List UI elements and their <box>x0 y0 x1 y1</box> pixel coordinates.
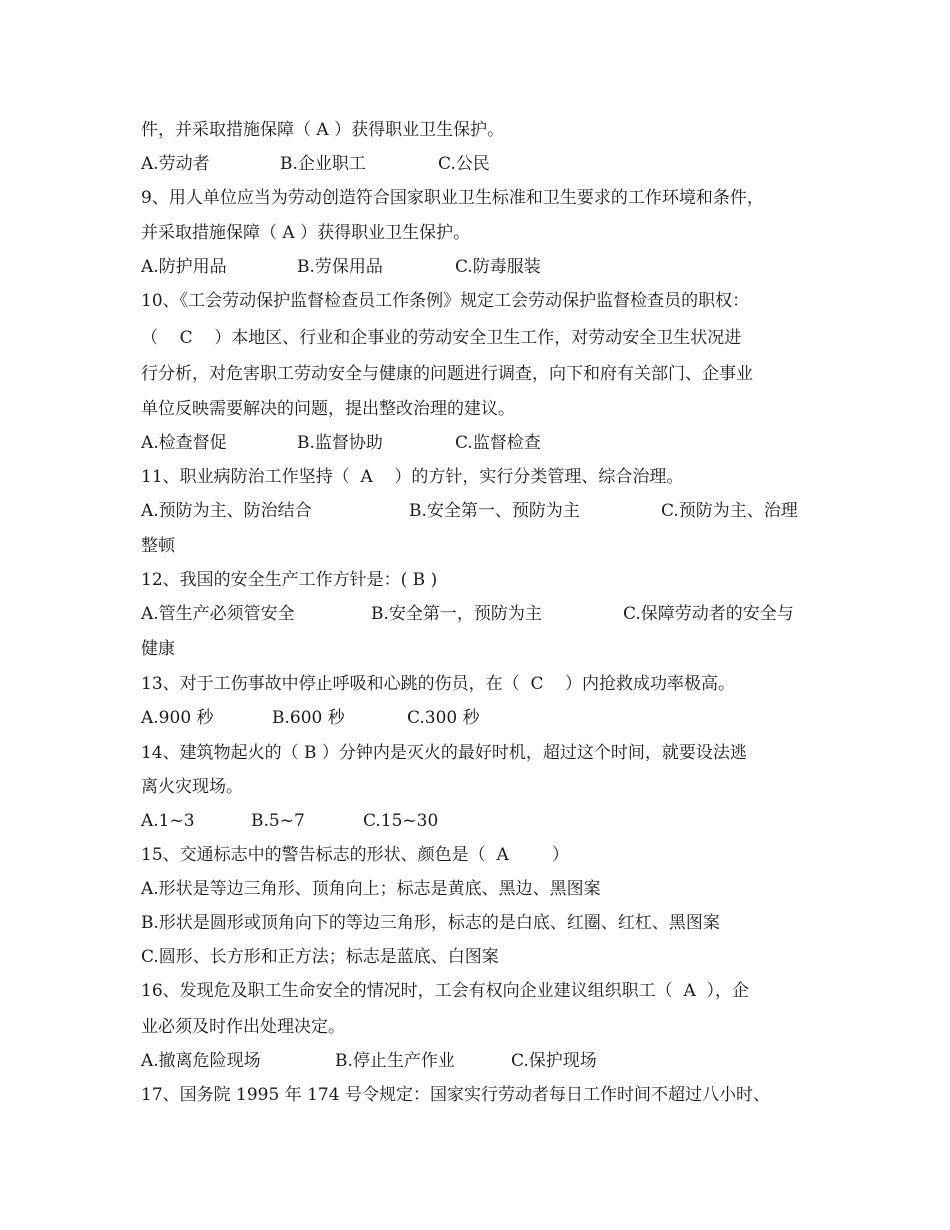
question-10-cont: （ C ）本地区、行业和企事业的劳动安全卫生工作，对劳动安全卫生状况进 <box>141 328 742 348</box>
question-12: 12、我国的安全生产工作方针是：( B ) <box>141 570 438 590</box>
question-9-cont: 并采取措施保障（ A ）获得职业卫生保护。 <box>141 223 471 243</box>
option-a: A.防护用品 <box>141 257 227 277</box>
option-b: B.企业职工 <box>280 154 366 174</box>
question-11-options <box>141 496 821 526</box>
option-a: A.管生产必须管安全 <box>141 604 295 624</box>
question-9: 9、用人单位应当为劳动创造符合国家职业卫生标准和卫生要求的工作环境和条件， <box>141 188 764 208</box>
option-a: A.900 秒 <box>141 708 214 728</box>
question-17: 17、国务院 1995 年 174 号令规定：国家实行劳动者每日工作时间不超过八小时、 <box>141 1085 770 1105</box>
question-10-cont: 行分析，对危害职工劳动安全与健康的问题进行调查，向下和府有关部门、企事业 <box>141 364 753 384</box>
question-8-options <box>141 149 821 179</box>
option-a: A.检查督促 <box>141 433 227 453</box>
option-b: B.劳保用品 <box>297 257 383 277</box>
question-8-tail: 件，并采取措施保障（ A ）获得职业卫生保护。 <box>141 120 505 140</box>
option-c: C.监督检查 <box>455 433 541 453</box>
option-b: B.监督协助 <box>297 433 383 453</box>
option-c: C.防毒服装 <box>455 257 541 277</box>
question-14: 14、建筑物起火的（ B ）分钟内是灭火的最好时机，超过这个时间，就要设法逃 <box>141 743 747 763</box>
option-c: C.预防为主、治理 <box>661 501 798 521</box>
option-c: C.300 秒 <box>407 708 480 728</box>
option-a: A.劳动者 <box>141 154 210 174</box>
option-b: B.5~7 <box>251 811 305 831</box>
question-16-cont: 业必须及时作出处理决定。 <box>141 1017 345 1037</box>
question-13-options <box>141 703 821 733</box>
question-13: 13、对于工伤事故中停止呼吸和心跳的伤员，在（ C ）内抢救成功率极高。 <box>141 674 736 694</box>
option-a: A.撤离危险现场 <box>141 1051 261 1071</box>
option-c: C.保护现场 <box>511 1051 597 1071</box>
option-b: B.安全第一、预防为主 <box>409 501 580 521</box>
option-b: B.停止生产作业 <box>335 1051 455 1071</box>
question-10: 10、《工会劳动保护监督检查员工作条例》规定工会劳动保护监督检查员的职权： <box>141 291 750 311</box>
question-15-option-a: A.形状是等边三角形、顶角向上；标志是黄底、黑边、黑图案 <box>141 879 601 899</box>
question-14-options <box>141 806 821 836</box>
question-14-cont: 离火灾现场。 <box>141 777 243 797</box>
question-16: 16、发现危及职工生命安全的情况时，工会有权向企业建议组织职工（ A ），企 <box>141 981 750 1001</box>
question-12-options-cont: 健康 <box>141 639 175 659</box>
option-b: B.600 秒 <box>272 708 345 728</box>
question-11-options-cont: 整顿 <box>141 536 175 556</box>
question-15-option-b: B.形状是圆形或顶角向下的等边三角形，标志的是白底、红圈、红杠、黑图案 <box>141 913 720 933</box>
question-15-option-c: C.圆形、长方形和正方法；标志是蓝底、白图案 <box>141 947 499 967</box>
question-15: 15、交通标志中的警告标志的形状、颜色是（ A ） <box>141 845 569 865</box>
question-10-cont: 单位反映需要解决的问题，提出整改治理的建议。 <box>141 399 515 419</box>
question-16-options <box>141 1046 821 1076</box>
option-c: C.15~30 <box>363 811 439 831</box>
question-9-options <box>141 252 821 282</box>
question-10-options <box>141 428 821 458</box>
option-c: C.公民 <box>438 154 490 174</box>
question-11: 11、职业病防治工作坚持（ A ）的方针，实行分类管理、综合治理。 <box>141 467 684 487</box>
option-b: B.安全第一，预防为主 <box>371 604 542 624</box>
question-12-options <box>141 599 821 629</box>
option-a: A.1~3 <box>141 811 195 831</box>
option-a: A.预防为主、防治结合 <box>141 501 312 521</box>
option-c: C.保障劳动者的安全与 <box>623 604 794 624</box>
